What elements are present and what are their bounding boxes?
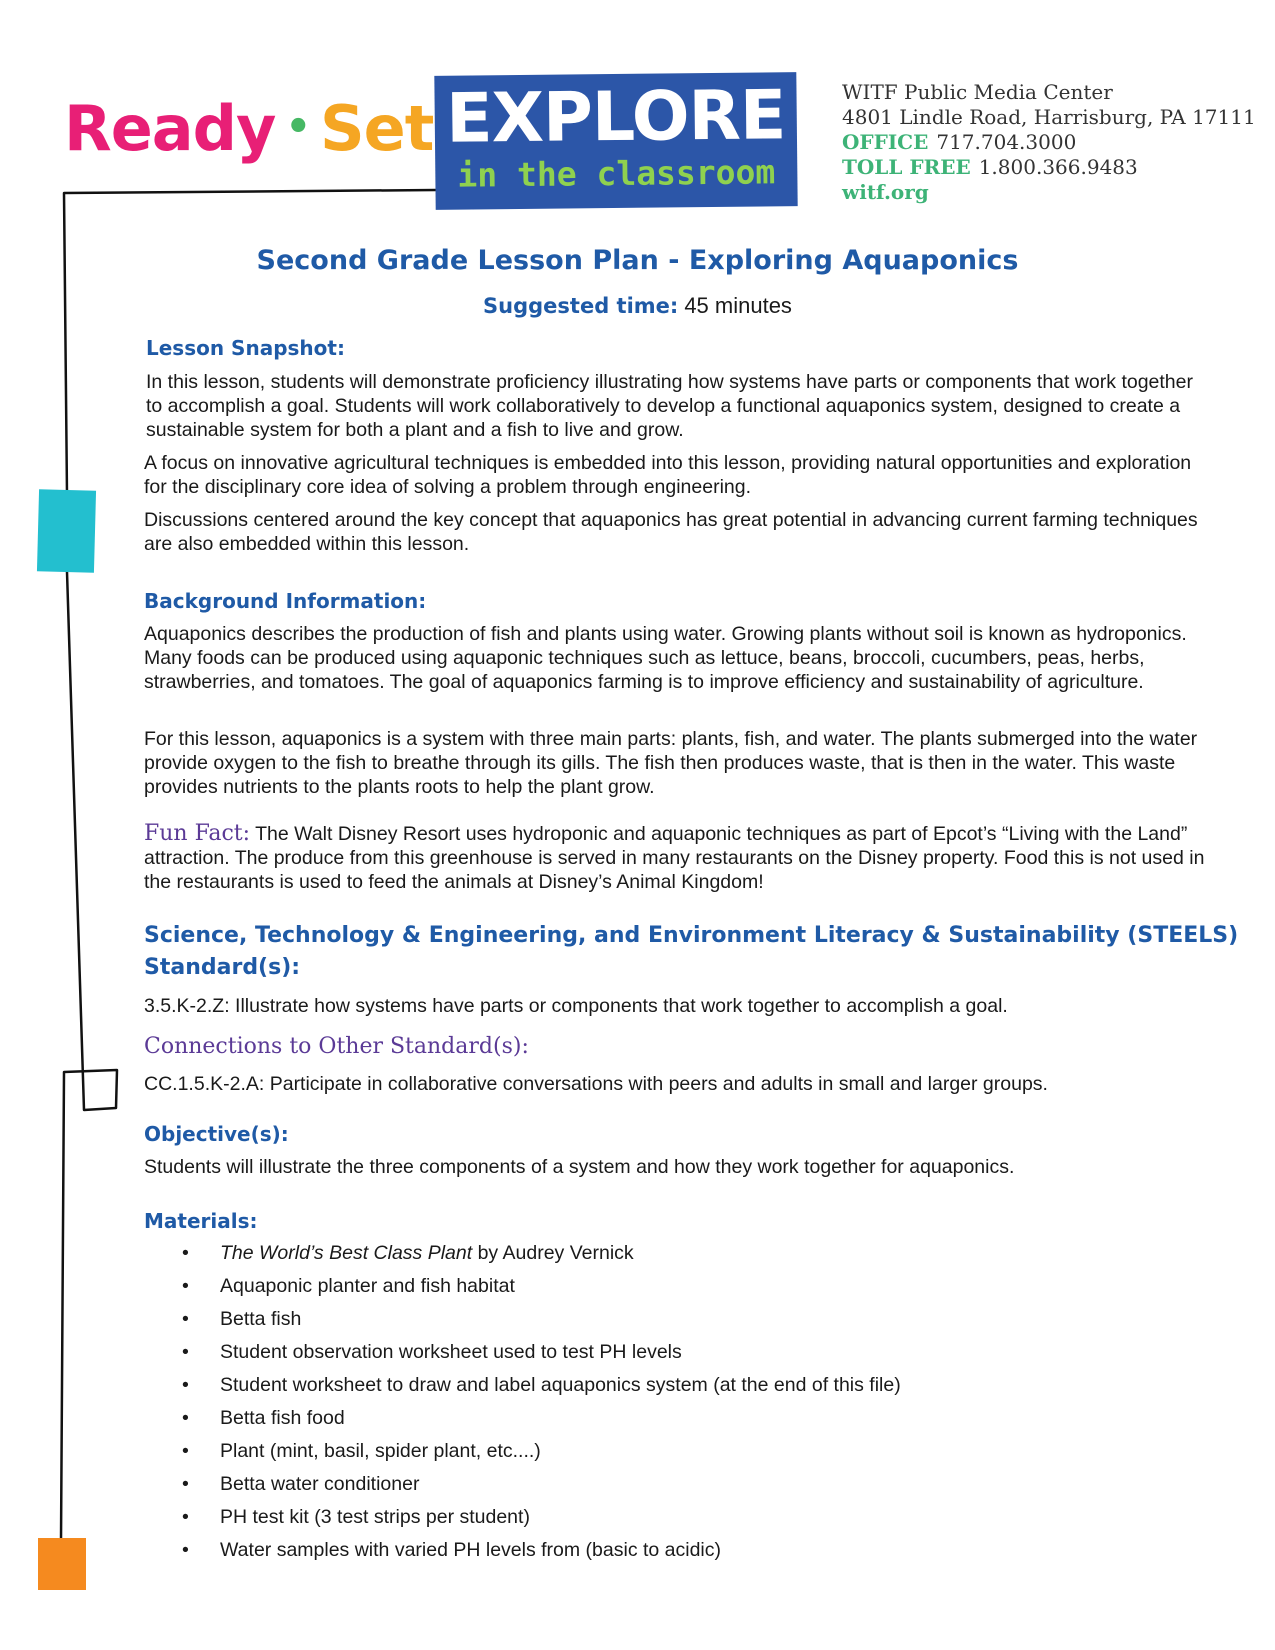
book-author: by Audrey Vernick <box>472 1242 634 1264</box>
steels-heading: Science, Technology & Engineering, and Environment Literacy & Sustainability (STEELS) <box>144 923 1239 948</box>
list-item <box>182 1336 901 1369</box>
teal-accent-square <box>37 489 96 572</box>
bullet: • <box>182 1242 189 1264</box>
bullet: • <box>182 1506 189 1528</box>
logo-dot: • <box>285 104 311 150</box>
list-item <box>182 1501 901 1534</box>
street-address: 4801 Lindle Road, Harrisburg, PA 17111 <box>842 105 1256 129</box>
connections-heading: Connections to Other Standard(s): <box>144 1034 529 1059</box>
website-link[interactable]: witf.org <box>842 180 929 204</box>
background-heading: Background Information: <box>144 589 427 613</box>
list-item <box>182 1468 901 1501</box>
suggested-time <box>0 293 1275 319</box>
objectives-text: Students will illustrate the three components of a system and how they work together for aquaponics. <box>144 1156 1015 1178</box>
list-item <box>182 1435 901 1468</box>
fun-fact-text: The Walt Disney Resort uses hydroponic and aquaponic techniques as part of Epcot’s “Living with the Land” attraction. The produce from this greenhouse is served in many restaurants on the Disney property. Food this is not used in the restaurants is used to feed the animals at Disney’s Animal Kingdom! <box>144 823 1205 893</box>
list-item-text: Betta fish food <box>220 1407 345 1429</box>
bullet: • <box>182 1374 189 1396</box>
steels-standard-text: 3.5.K-2.Z: Illustrate how systems have parts or components that work together to accomplish a goal. <box>144 995 1008 1017</box>
steels-standards-heading: Standard(s): <box>144 955 301 980</box>
list-item <box>182 1303 901 1336</box>
list-item-text: Water samples with varied PH levels from (basic to acidic) <box>220 1539 722 1561</box>
bullet: • <box>182 1407 189 1429</box>
logo-explore-text: EXPLORE <box>445 76 786 159</box>
background-paragraph-2: For this lesson, aquaponics is a system with three main parts: plants, fish, and water. The plants submerged into the water provide oxygen to the fish to breathe through its gills. The fish then produces waste, that is then in the water. This waste provides nutrients to the plants roots to help the plant grow. <box>144 728 1198 798</box>
tollfree-phone: 1.800.366.9483 <box>978 155 1138 179</box>
orange-accent-square <box>38 1538 86 1590</box>
explore-logo-box <box>434 72 797 210</box>
list-item-text: Student observation worksheet used to test PH levels <box>220 1341 682 1363</box>
suggested-time-label: Suggested time: <box>483 294 679 318</box>
tollfree-line <box>842 155 1256 180</box>
contact-block <box>842 80 1256 205</box>
list-item-text: PH test kit (3 test strips per student) <box>220 1506 530 1528</box>
list-item-text: Student worksheet to draw and label aquaponics system (at the end of this file) <box>220 1374 901 1396</box>
list-item <box>182 1369 901 1402</box>
suggested-time-value: 45 minutes <box>684 293 792 318</box>
list-item <box>182 1237 901 1270</box>
office-phone: 717.704.3000 <box>936 130 1077 154</box>
office-line <box>842 130 1256 155</box>
ready-set-logo <box>64 92 433 165</box>
fun-fact <box>144 822 1206 894</box>
snapshot-paragraph-1: In this lesson, students will demonstrate proficiency illustrating how systems have parts or components that work together to accomplish a goal. Students will work collaboratively to develop a functional aquaponics system, designed to create a sustainable system for both a plant and a fish to live and grow. <box>146 371 1193 441</box>
list-item-text: Plant (mint, basil, spider plant, etc....) <box>220 1440 541 1462</box>
logo-word-set: Set <box>320 92 434 165</box>
list-item-text: Aquaponic planter and fish habitat <box>220 1275 515 1297</box>
materials-heading: Materials: <box>144 1209 258 1233</box>
snapshot-paragraph-3: Discussions centered around the key concept that aquaponics has great potential in advancing current farming techniques are also embedded within this lesson. <box>144 509 1198 555</box>
bullet: • <box>182 1539 189 1561</box>
book-title: The World’s Best Class Plant <box>220 1242 473 1264</box>
bullet: • <box>182 1275 189 1297</box>
logo-classroom-text: in the classroom <box>457 152 776 195</box>
office-label: OFFICE <box>842 130 929 154</box>
list-item-text: Betta fish <box>220 1308 302 1330</box>
bullet: • <box>182 1308 189 1330</box>
org-name: WITF Public Media Center <box>842 80 1113 104</box>
list-item <box>182 1270 901 1303</box>
list-item-text: Betta water conditioner <box>220 1473 420 1495</box>
objectives-heading: Objective(s): <box>144 1122 289 1146</box>
bullet: • <box>182 1341 189 1363</box>
list-item <box>182 1402 901 1435</box>
materials-list <box>182 1237 901 1567</box>
connections-text: CC.1.5.K-2.A: Participate in collaborative conversations with peers and adults in small and larger groups. <box>144 1073 1048 1095</box>
page-title: Second Grade Lesson Plan - Exploring Aquaponics <box>256 245 1019 276</box>
background-paragraph-1: Aquaponics describes the production of fish and plants using water. Growing plants without soil is known as hydroponics. Many foods can be produced using aquaponic techniques such as lettuce, beans, broccoli, cucumbers, peas, herbs, strawberries, and tomatoes. The goal of aquaponics farming is to improve efficiency and sustainability of agriculture. <box>144 623 1187 693</box>
bullet: • <box>182 1473 189 1495</box>
fun-fact-label: Fun Fact: <box>144 821 251 846</box>
snapshot-heading: Lesson Snapshot: <box>146 336 345 360</box>
list-item <box>182 1534 901 1567</box>
logo-word-ready: Ready <box>64 92 276 165</box>
bullet: • <box>182 1440 189 1462</box>
snapshot-paragraph-2: A focus on innovative agricultural techniques is embedded into this lesson, providing natural opportunities and exploration for the disciplinary core idea of solving a problem through engineering. <box>144 452 1192 498</box>
tollfree-label: TOLL FREE <box>842 155 971 179</box>
